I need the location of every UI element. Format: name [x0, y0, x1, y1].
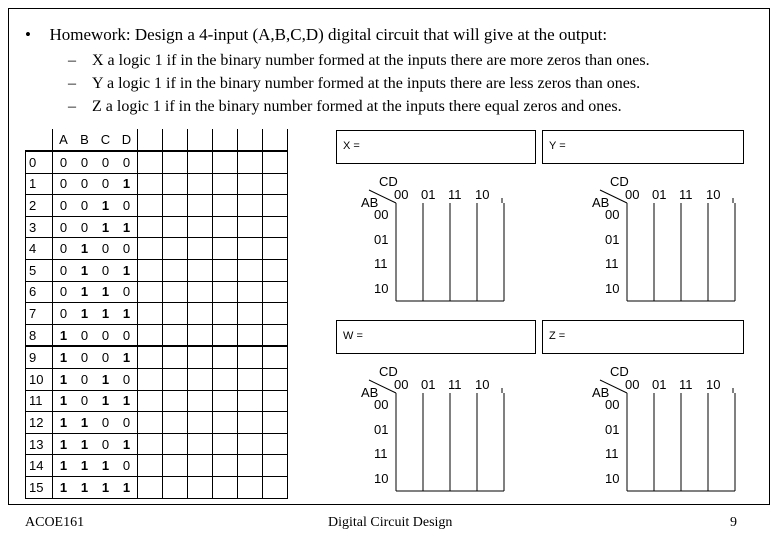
output-cell[interactable] [163, 455, 188, 477]
output-cell[interactable] [163, 346, 188, 368]
bit-cell: 0 [95, 173, 116, 195]
output-cell[interactable] [188, 216, 213, 238]
requirement-y-text: Y a logic 1 if in the binary number formed at the inputs there are less zeros than ones. [92, 75, 641, 92]
bit-cell: 0 [116, 324, 138, 346]
bit-cell: 0 [74, 195, 95, 217]
output-cell[interactable] [238, 476, 263, 498]
page-number: 9 [730, 515, 737, 530]
bit-cell: 0 [53, 303, 75, 325]
output-cell[interactable] [213, 195, 238, 217]
table-row [26, 324, 288, 346]
output-cell[interactable] [238, 173, 263, 195]
w-equation-box[interactable] [336, 320, 536, 354]
w-equation-label: W = [343, 330, 363, 342]
row-index: 7 [26, 303, 53, 325]
output-cell[interactable] [213, 476, 238, 498]
kmap-column-label: 11 [679, 377, 693, 392]
row-index: 1 [26, 173, 53, 195]
kmap-row-label: 01 [605, 231, 620, 247]
kmap-row-label: 10 [374, 280, 389, 296]
kmap-row-label: 01 [374, 421, 389, 437]
output-cell[interactable] [263, 303, 288, 325]
bit-cell: 0 [53, 238, 75, 260]
course-title: Digital Circuit Design [328, 515, 453, 530]
kmap-column-label: 10 [706, 377, 721, 392]
table-row [26, 346, 288, 368]
row-index: 2 [26, 195, 53, 217]
output-cell[interactable] [263, 259, 288, 281]
z-equation-box[interactable] [542, 320, 744, 354]
output-cell[interactable] [213, 324, 238, 346]
kmap-column-label: 01 [652, 187, 667, 202]
kmap-row-label: 11 [374, 256, 388, 271]
table-row [26, 151, 288, 173]
kmap-row-label: 11 [374, 446, 388, 461]
kmap-y [574, 172, 734, 302]
output-cell[interactable] [163, 390, 188, 412]
bit-cell: 1 [74, 281, 95, 303]
kmap-row-label: 10 [374, 470, 389, 486]
bit-cell: 0 [95, 238, 116, 260]
y-equation-box[interactable] [542, 130, 744, 164]
bit-cell: 1 [116, 259, 138, 281]
kmap-column-label: 01 [421, 187, 436, 202]
dash-marker: – [68, 52, 76, 69]
table-row [26, 216, 288, 238]
bit-cell: 1 [53, 324, 75, 346]
output-cell[interactable] [163, 238, 188, 260]
table-row [26, 412, 288, 434]
output-cell[interactable] [238, 195, 263, 217]
bit-cell: 1 [95, 390, 116, 412]
output-cell[interactable] [188, 476, 213, 498]
output-cell[interactable] [188, 390, 213, 412]
bit-cell: 0 [53, 216, 75, 238]
bit-cell: 0 [74, 151, 95, 173]
output-cell[interactable] [263, 433, 288, 455]
bit-cell: 0 [95, 324, 116, 346]
output-cell[interactable] [138, 259, 163, 281]
output-cell[interactable] [263, 238, 288, 260]
output-cell[interactable] [213, 368, 238, 390]
z-equation-label: Z = [549, 330, 566, 342]
output-column-header [188, 129, 213, 151]
bit-cell: 1 [95, 216, 116, 238]
output-cell[interactable] [163, 476, 188, 498]
bit-cell: 0 [116, 281, 138, 303]
output-cell[interactable] [238, 238, 263, 260]
bit-cell: 1 [53, 390, 75, 412]
kmap-column-label: 01 [421, 377, 436, 392]
output-cell[interactable] [213, 281, 238, 303]
output-cell[interactable] [138, 455, 163, 477]
bit-cell: 0 [53, 281, 75, 303]
row-index: 0 [26, 151, 53, 173]
dash-marker: – [68, 75, 76, 92]
bit-cell: 1 [116, 303, 138, 325]
kmap-row-label: 00 [374, 397, 389, 412]
requirement-z-text: Z a logic 1 if in the binary number formed at the inputs there equal zeros and ones. [92, 98, 622, 115]
dash-marker: – [68, 98, 76, 115]
output-cell[interactable] [188, 433, 213, 455]
output-cell[interactable] [238, 433, 263, 455]
bit-cell: 1 [53, 346, 75, 368]
output-cell[interactable] [138, 346, 163, 368]
bit-cell: 0 [53, 259, 75, 281]
kmap-row-label: 00 [374, 207, 389, 222]
output-cell[interactable] [188, 455, 213, 477]
bit-cell: 1 [95, 476, 116, 498]
output-cell[interactable] [263, 346, 288, 368]
kmap-cd-label: CD [610, 174, 629, 189]
output-cell[interactable] [213, 259, 238, 281]
column-header: C [95, 129, 116, 151]
bit-cell: 0 [116, 151, 138, 173]
bit-cell: 0 [116, 238, 138, 260]
output-cell[interactable] [188, 173, 213, 195]
bit-cell: 1 [53, 476, 75, 498]
output-cell[interactable] [213, 238, 238, 260]
column-header: B [74, 129, 95, 151]
kmap-column-label: 00 [625, 187, 640, 202]
bit-cell: 1 [74, 238, 95, 260]
table-row [26, 195, 288, 217]
bit-cell: 1 [74, 433, 95, 455]
kmap-row-label: 00 [605, 397, 620, 412]
bit-cell: 0 [74, 390, 95, 412]
output-cell[interactable] [138, 368, 163, 390]
output-cell[interactable] [263, 281, 288, 303]
row-index: 14 [26, 455, 53, 477]
table-row [26, 433, 288, 455]
row-index: 6 [26, 281, 53, 303]
bit-cell: 0 [116, 195, 138, 217]
bit-cell: 1 [74, 259, 95, 281]
output-cell[interactable] [263, 173, 288, 195]
output-cell[interactable] [213, 216, 238, 238]
bit-cell: 1 [95, 303, 116, 325]
output-cell[interactable] [263, 455, 288, 477]
output-cell[interactable] [163, 433, 188, 455]
output-cell[interactable] [163, 281, 188, 303]
output-cell[interactable] [163, 368, 188, 390]
bit-cell: 1 [116, 390, 138, 412]
kmap-column-label: 10 [706, 187, 721, 202]
table-row [26, 368, 288, 390]
output-cell[interactable] [188, 281, 213, 303]
column-header: A [53, 129, 75, 151]
bit-cell: 1 [95, 281, 116, 303]
output-cell[interactable] [138, 281, 163, 303]
homework-title: Homework: Design a 4-input (A,B,C,D) digital circuit that will give at the output: [49, 25, 608, 44]
output-cell[interactable] [188, 195, 213, 217]
bit-cell: 1 [95, 368, 116, 390]
row-index: 10 [26, 368, 53, 390]
output-cell[interactable] [238, 324, 263, 346]
table-row [26, 390, 288, 412]
kmap-column-label: 00 [625, 377, 640, 392]
bit-cell: 1 [74, 412, 95, 434]
bit-cell: 0 [116, 368, 138, 390]
output-cell[interactable] [188, 303, 213, 325]
row-index: 9 [26, 346, 53, 368]
kmap-column-label: 00 [394, 377, 409, 392]
output-cell[interactable] [238, 151, 263, 173]
output-cell[interactable] [188, 412, 213, 434]
kmap-column-label: 01 [652, 377, 667, 392]
output-cell[interactable] [213, 455, 238, 477]
bit-cell: 1 [95, 455, 116, 477]
output-cell[interactable] [138, 390, 163, 412]
table-row [26, 281, 288, 303]
output-cell[interactable] [263, 412, 288, 434]
row-index: 15 [26, 476, 53, 498]
output-cell[interactable] [263, 390, 288, 412]
output-cell[interactable] [213, 151, 238, 173]
output-cell[interactable] [163, 303, 188, 325]
kmap-x [343, 172, 503, 302]
truth-table [25, 129, 288, 499]
bit-cell: 1 [116, 216, 138, 238]
output-cell[interactable] [138, 476, 163, 498]
table-row [26, 238, 288, 260]
output-column-header [138, 129, 163, 151]
output-cell[interactable] [238, 281, 263, 303]
kmap-ab-label: AB [592, 385, 610, 400]
course-code: ACOE161 [25, 515, 85, 530]
output-cell[interactable] [188, 259, 213, 281]
kmap-cd-label: CD [379, 364, 398, 379]
output-cell[interactable] [263, 324, 288, 346]
row-index: 8 [26, 324, 53, 346]
bit-cell: 1 [95, 195, 116, 217]
kmap-row-label: 10 [605, 280, 620, 296]
output-cell[interactable] [188, 368, 213, 390]
bit-cell: 0 [74, 368, 95, 390]
kmap-ab-label: AB [592, 195, 610, 210]
kmap-column-label: 10 [475, 377, 490, 392]
bit-cell: 1 [74, 303, 95, 325]
output-cell[interactable] [238, 259, 263, 281]
output-cell[interactable] [163, 259, 188, 281]
bit-cell: 0 [74, 346, 95, 368]
output-cell[interactable] [263, 476, 288, 498]
table-row [26, 259, 288, 281]
output-cell[interactable] [163, 151, 188, 173]
requirement-x-text: X a logic 1 if in the binary number formed at the inputs there are more zeros than ones. [92, 52, 650, 69]
output-cell[interactable] [213, 433, 238, 455]
output-cell[interactable] [138, 238, 163, 260]
output-cell[interactable] [213, 346, 238, 368]
kmap-cd-label: CD [379, 174, 398, 189]
output-cell[interactable] [263, 151, 288, 173]
y-equation-label: Y = [549, 140, 566, 152]
bit-cell: 1 [74, 476, 95, 498]
output-cell[interactable] [188, 151, 213, 173]
output-cell[interactable] [188, 346, 213, 368]
bit-cell: 1 [116, 476, 138, 498]
bit-cell: 0 [95, 259, 116, 281]
output-cell[interactable] [238, 303, 263, 325]
bit-cell: 0 [53, 173, 75, 195]
output-cell[interactable] [213, 390, 238, 412]
output-cell[interactable] [238, 412, 263, 434]
kmap-column-label: 10 [475, 187, 490, 202]
output-cell[interactable] [163, 216, 188, 238]
output-cell[interactable] [238, 346, 263, 368]
output-cell[interactable] [138, 216, 163, 238]
bit-cell: 1 [53, 455, 75, 477]
output-cell[interactable] [238, 368, 263, 390]
output-cell[interactable] [138, 195, 163, 217]
bit-cell: 0 [95, 346, 116, 368]
output-cell[interactable] [263, 195, 288, 217]
output-column-header [238, 129, 263, 151]
output-cell[interactable] [238, 390, 263, 412]
table-row [26, 455, 288, 477]
kmap-column-label: 00 [394, 187, 409, 202]
bit-cell: 0 [74, 216, 95, 238]
output-cell[interactable] [138, 173, 163, 195]
row-index: 12 [26, 412, 53, 434]
row-index: 13 [26, 433, 53, 455]
table-row [26, 476, 288, 498]
kmap-ab-label: AB [361, 195, 379, 210]
bit-cell: 1 [116, 433, 138, 455]
bit-cell: 1 [53, 368, 75, 390]
bit-cell: 0 [74, 324, 95, 346]
x-equation-box[interactable] [336, 130, 536, 164]
kmap-w [343, 362, 503, 492]
output-cell[interactable] [213, 173, 238, 195]
kmap-row-label: 10 [605, 470, 620, 486]
output-column-header [213, 129, 238, 151]
output-cell[interactable] [263, 368, 288, 390]
kmap-row-label: 00 [605, 207, 620, 222]
kmap-column-label: 11 [448, 187, 462, 202]
output-column-header [163, 129, 188, 151]
bit-cell: 1 [53, 433, 75, 455]
row-index: 4 [26, 238, 53, 260]
output-cell[interactable] [138, 303, 163, 325]
bit-cell: 1 [74, 455, 95, 477]
output-cell[interactable] [138, 412, 163, 434]
kmap-row-label: 11 [605, 446, 619, 461]
bit-cell: 1 [53, 412, 75, 434]
row-index: 5 [26, 259, 53, 281]
kmap-z [574, 362, 734, 492]
output-cell[interactable] [238, 216, 263, 238]
row-index: 11 [26, 390, 53, 412]
output-cell[interactable] [263, 216, 288, 238]
output-cell[interactable] [213, 412, 238, 434]
output-cell[interactable] [138, 151, 163, 173]
requirement-z [68, 98, 622, 116]
kmap-row-label: 01 [605, 421, 620, 437]
output-column-header [263, 129, 288, 151]
index-header [26, 129, 53, 151]
bit-cell: 0 [95, 412, 116, 434]
x-equation-label: X = [343, 140, 360, 152]
kmap-ab-label: AB [361, 385, 379, 400]
output-cell[interactable] [138, 433, 163, 455]
output-cell[interactable] [213, 303, 238, 325]
kmap-row-label: 11 [605, 256, 619, 271]
bit-cell: 0 [116, 412, 138, 434]
output-cell[interactable] [188, 324, 213, 346]
kmap-column-label: 11 [679, 187, 693, 202]
kmap-column-label: 11 [448, 377, 462, 392]
homework-heading [25, 25, 607, 45]
requirement-y [68, 75, 640, 93]
kmap-row-label: 01 [374, 231, 389, 247]
bit-cell: 1 [116, 173, 138, 195]
bit-cell: 0 [95, 151, 116, 173]
requirement-x [68, 52, 650, 70]
table-row [26, 173, 288, 195]
bit-cell: 0 [116, 455, 138, 477]
table-row [26, 303, 288, 325]
output-cell[interactable] [163, 195, 188, 217]
row-index: 3 [26, 216, 53, 238]
output-cell[interactable] [138, 324, 163, 346]
output-cell[interactable] [188, 238, 213, 260]
bit-cell: 0 [53, 151, 75, 173]
output-cell[interactable] [163, 173, 188, 195]
output-cell[interactable] [163, 412, 188, 434]
column-header: D [116, 129, 138, 151]
bit-cell: 1 [116, 346, 138, 368]
output-cell[interactable] [163, 324, 188, 346]
bullet-marker: • [25, 25, 31, 44]
bit-cell: 0 [95, 433, 116, 455]
bit-cell: 0 [74, 173, 95, 195]
kmap-cd-label: CD [610, 364, 629, 379]
bit-cell: 0 [53, 195, 75, 217]
output-cell[interactable] [238, 455, 263, 477]
truth-table-header [26, 129, 288, 151]
